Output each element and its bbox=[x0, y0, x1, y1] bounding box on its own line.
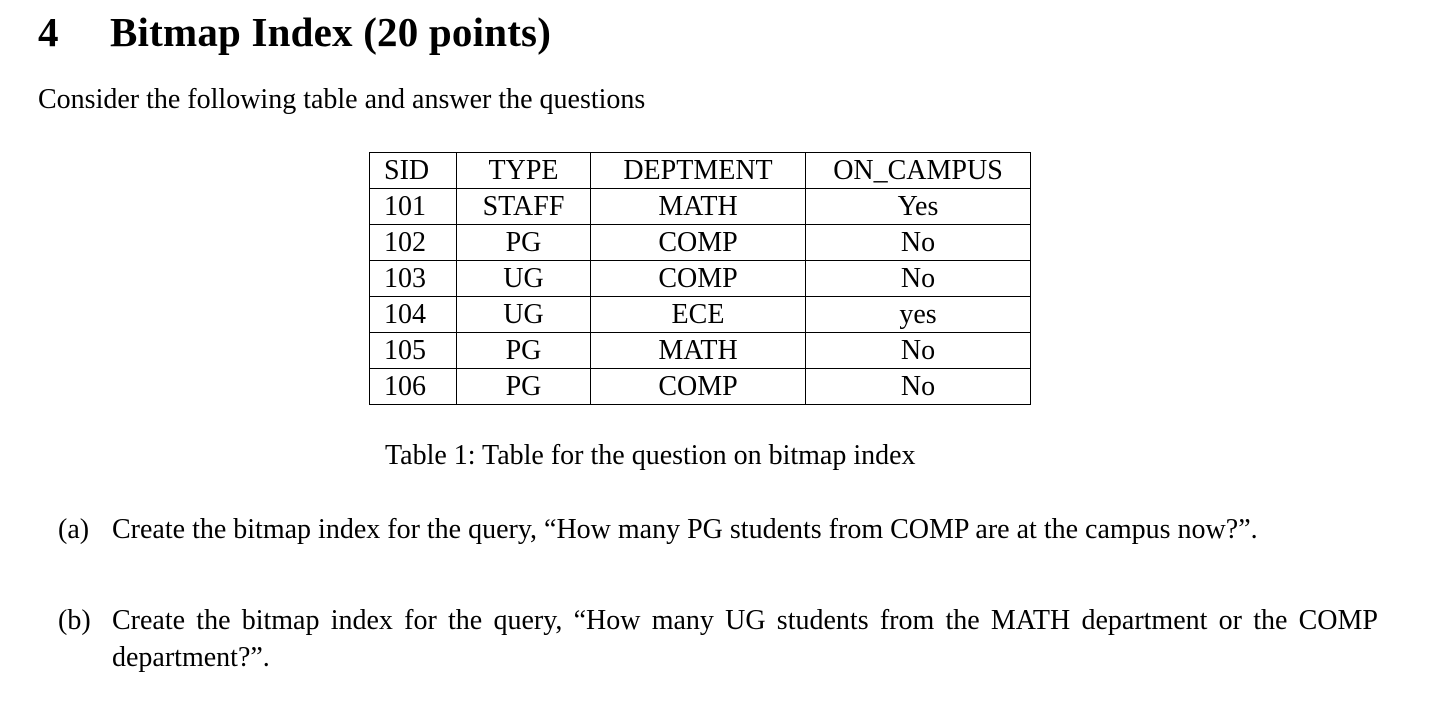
cell-type: STAFF bbox=[457, 189, 591, 225]
question-a-text: Create the bitmap index for the query, “How many PG students from COMP are at the campus now?”. bbox=[112, 514, 1258, 545]
cell-sid: 102 bbox=[370, 225, 457, 261]
table-row bbox=[370, 333, 1031, 369]
cell-type: UG bbox=[457, 261, 591, 297]
question-a-label: (a) bbox=[58, 514, 90, 545]
cell-sid: 103 bbox=[370, 261, 457, 297]
cell-on-campus: Yes bbox=[806, 189, 1031, 225]
cell-type: PG bbox=[457, 225, 591, 261]
header-on-campus: ON_CAMPUS bbox=[806, 153, 1031, 189]
section-number: 4 bbox=[38, 9, 59, 55]
cell-deptment: COMP bbox=[591, 369, 806, 405]
cell-type: PG bbox=[457, 369, 591, 405]
header-sid: SID bbox=[370, 153, 457, 189]
cell-deptment: COMP bbox=[591, 261, 806, 297]
cell-sid: 106 bbox=[370, 369, 457, 405]
table-header-row bbox=[370, 153, 1031, 189]
cell-sid: 104 bbox=[370, 297, 457, 333]
header-deptment: DEPTMENT bbox=[591, 153, 806, 189]
student-table bbox=[369, 152, 1031, 405]
section-title: Bitmap Index (20 points) bbox=[110, 9, 552, 55]
cell-deptment: ECE bbox=[591, 297, 806, 333]
table-row bbox=[370, 369, 1031, 405]
section-heading bbox=[38, 8, 551, 56]
cell-on-campus: No bbox=[806, 225, 1031, 261]
question-b-label: (b) bbox=[58, 605, 91, 636]
cell-deptment: COMP bbox=[591, 225, 806, 261]
cell-sid: 101 bbox=[370, 189, 457, 225]
question-b bbox=[58, 602, 1378, 676]
table-row bbox=[370, 297, 1031, 333]
cell-type: PG bbox=[457, 333, 591, 369]
cell-deptment: MATH bbox=[591, 189, 806, 225]
cell-type: UG bbox=[457, 297, 591, 333]
cell-deptment: MATH bbox=[591, 333, 806, 369]
intro-text: Consider the following table and answer the questions bbox=[38, 84, 646, 115]
table-row bbox=[370, 225, 1031, 261]
question-a bbox=[58, 511, 1378, 548]
cell-on-campus: No bbox=[806, 369, 1031, 405]
question-b-text: Create the bitmap index for the query, “How many UG students from the MATH department or the COMP department?”. bbox=[112, 605, 1378, 673]
table-row bbox=[370, 189, 1031, 225]
cell-on-campus: No bbox=[806, 333, 1031, 369]
cell-sid: 105 bbox=[370, 333, 457, 369]
cell-on-campus: yes bbox=[806, 297, 1031, 333]
table-row bbox=[370, 261, 1031, 297]
cell-on-campus: No bbox=[806, 261, 1031, 297]
table-caption: Table 1: Table for the question on bitmap index bbox=[385, 440, 916, 471]
header-type: TYPE bbox=[457, 153, 591, 189]
